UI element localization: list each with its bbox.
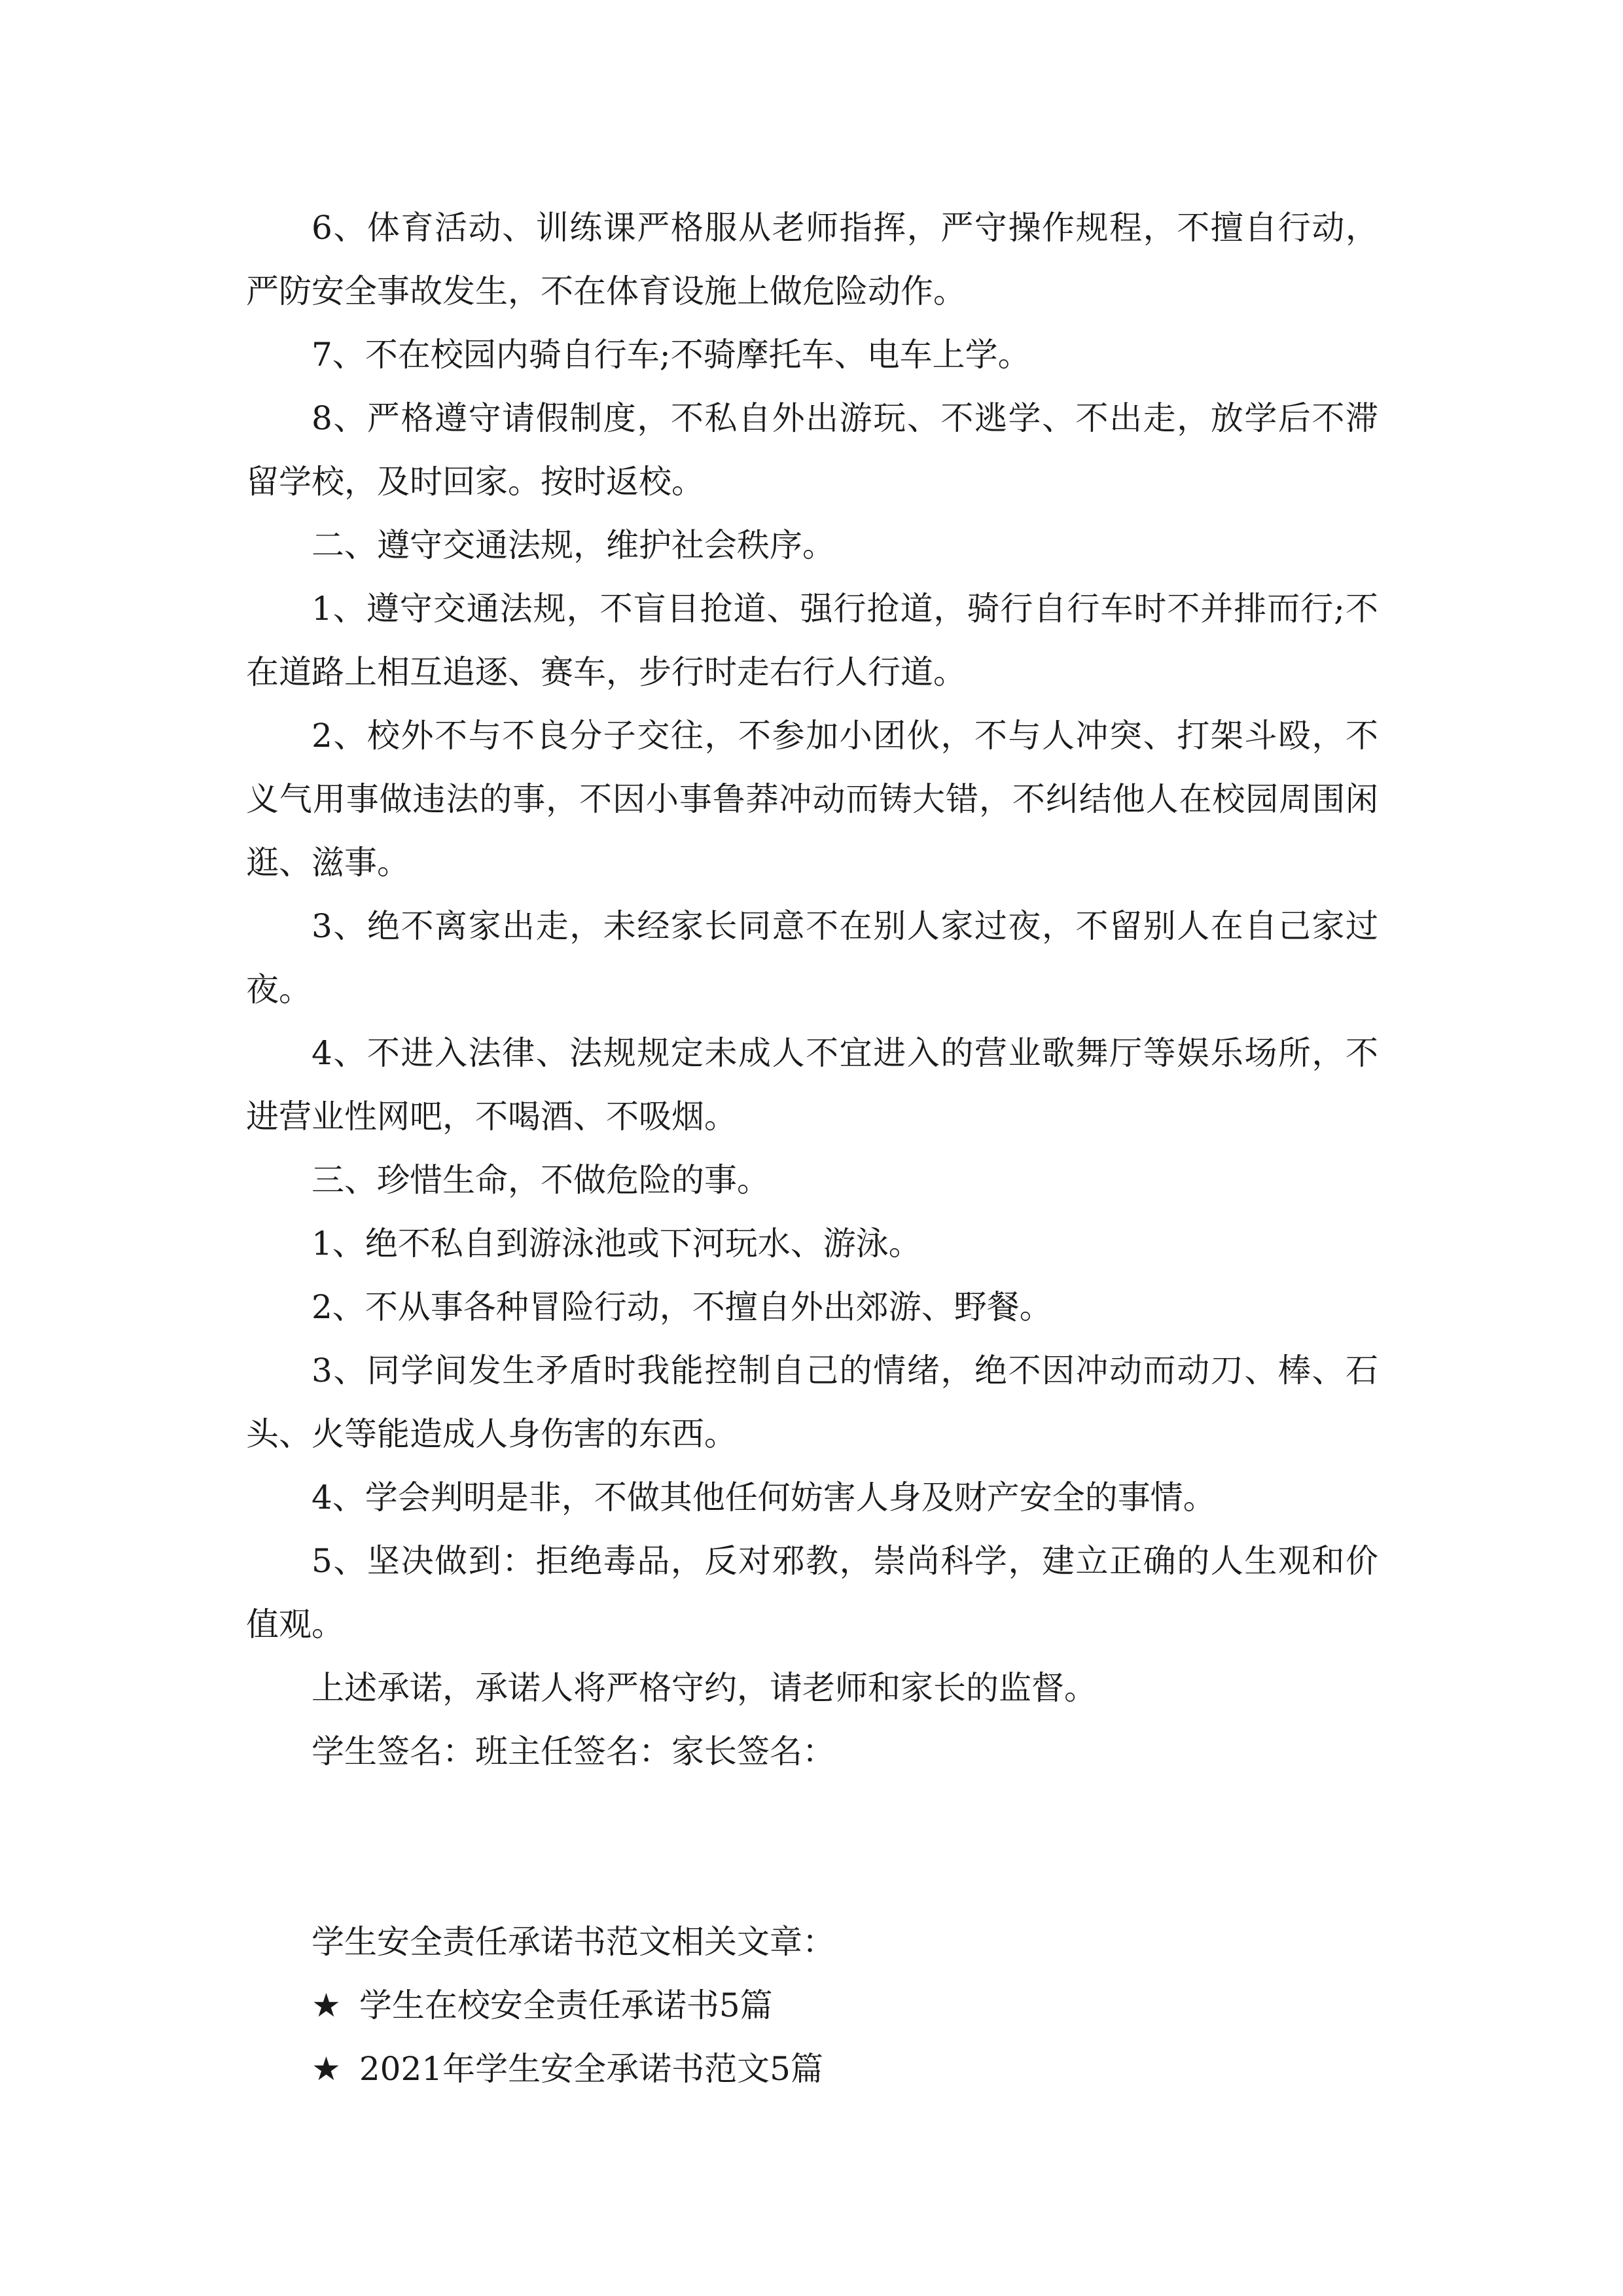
- paragraph-2-1: 1、遵守交通法规，不盲目抢道、强行抢道，骑行自行车时不并排而行;不在道路上相互追逐、赛车，步行时走右行人行道。: [246, 590, 1378, 691]
- related-article-link[interactable]: [246, 1974, 1378, 2037]
- related-article-title[interactable]: 2021年学生安全承诺书范文5篇: [359, 2050, 823, 2088]
- paragraph-3-4: 4、学会判明是非，不做其他任何妨害人身及财产安全的事情。: [312, 1479, 1216, 1516]
- document-page: [246, 196, 1378, 2101]
- closing-statement: 上述承诺，承诺人将严格守约，请老师和家长的监督。: [312, 1669, 1097, 1707]
- paragraph-6: 6、体育活动、训练课严格服从老师指挥，严守操作规程，不擅自行动，严防安全事故发生，不在体育设施上做危险动作。: [246, 209, 1378, 310]
- related-article-link[interactable]: [246, 2037, 1378, 2101]
- star-icon: ★: [312, 2050, 341, 2088]
- paragraph-2-3: 3、绝不离家出走，未经家长同意不在别人家过夜，不留别人在自己家过夜。: [246, 907, 1378, 1009]
- paragraph-2-2: 2、校外不与不良分子交往，不参加小团伙，不与人冲突、打架斗殴，不义气用事做违法的事，不因小事鲁莽冲动而铸大错，不纠结他人在校园周围闲逛、滋事。: [246, 717, 1378, 882]
- star-icon: ★: [312, 1986, 341, 2024]
- paragraph-3-2: 2、不从事各种冒险行动，不擅自外出郊游、野餐。: [312, 1288, 1052, 1326]
- paragraph-3-5: 5、坚决做到：拒绝毒品，反对邪教，崇尚科学，建立正确的人生观和价值观。: [246, 1542, 1378, 1643]
- spacer: [246, 1784, 1378, 1910]
- paragraph-7: 7、不在校园内骑自行车;不骑摩托车、电车上学。: [312, 336, 1031, 374]
- paragraph-3-3: 3、同学间发生矛盾时我能控制自己的情绪，绝不因冲动而动刀、棒、石头、火等能造成人身伤害的东西。: [246, 1352, 1378, 1453]
- section-heading-3: 三、珍惜生命，不做危险的事。: [312, 1161, 770, 1199]
- section-heading-2: 二、遵守交通法规，维护社会秩序。: [312, 526, 835, 564]
- related-article-title[interactable]: 学生在校安全责任承诺书5篇: [359, 1986, 773, 2024]
- paragraph-8: 8、严格遵守请假制度，不私自外出游玩、不逃学、不出走，放学后不滞留学校，及时回家。按时返校。: [246, 399, 1378, 501]
- paragraph-3-1: 1、绝不私自到游泳池或下河玩水、游泳。: [312, 1225, 921, 1263]
- related-articles-heading: 学生安全责任承诺书范文相关文章：: [312, 1923, 835, 1961]
- signature-line: 学生签名：班主任签名：家长签名：: [312, 1732, 835, 1770]
- paragraph-2-4: 4、不进入法律、法规规定未成人不宜进入的营业歌舞厅等娱乐场所，不进营业性网吧，不喝酒、不吸烟。: [246, 1034, 1378, 1136]
